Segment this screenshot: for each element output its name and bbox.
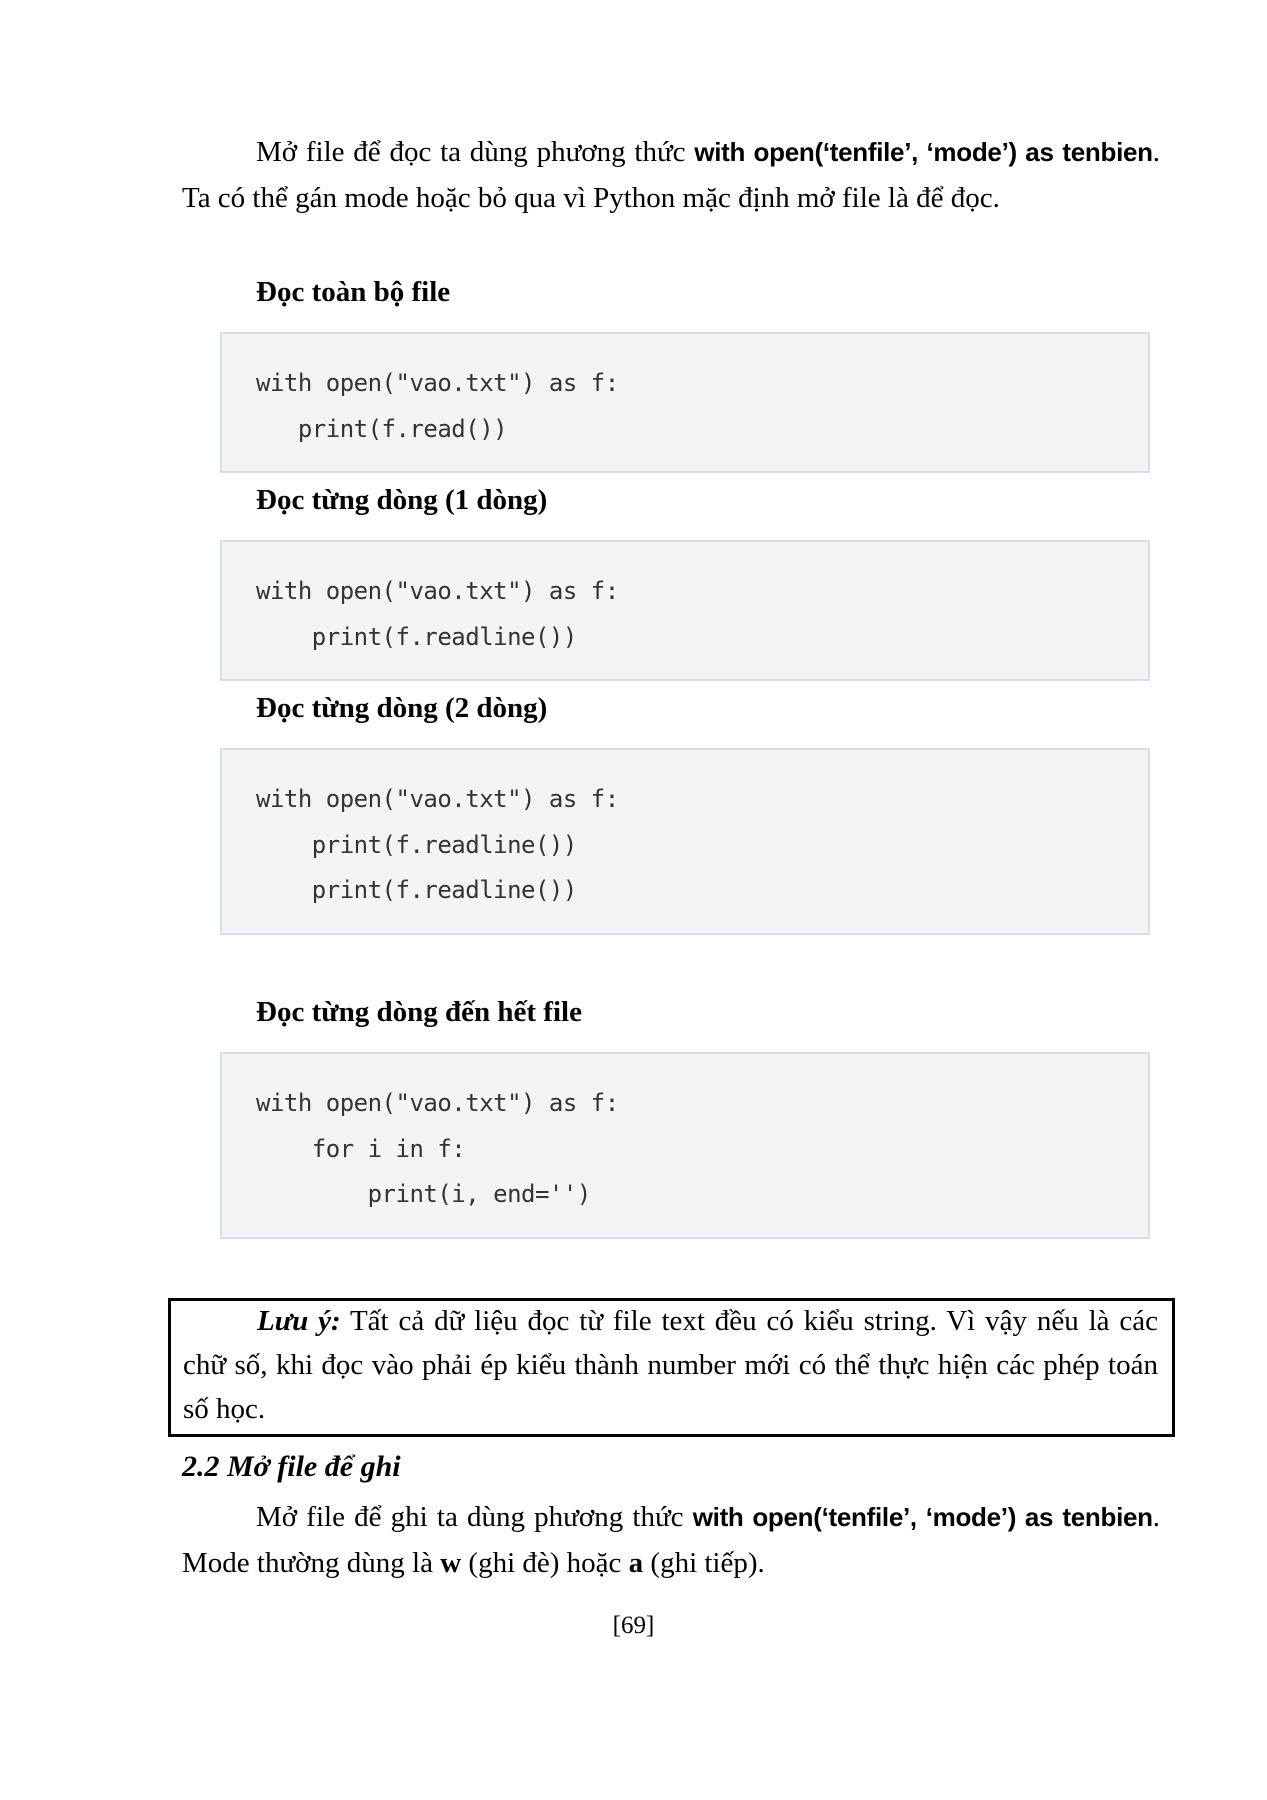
heading-read-until-end: Đọc từng dòng đến hết file xyxy=(256,996,582,1028)
mode-a: a xyxy=(628,1547,644,1579)
code-line: print(f.read()) xyxy=(256,415,508,443)
s22-text-mid2: (ghi đè) hoặc xyxy=(461,1547,629,1579)
code-block-read-until-end xyxy=(220,1052,1150,1239)
s22-text-mid1: . Mode thường dùng là xyxy=(182,1501,1161,1579)
note-text xyxy=(183,1299,1158,1431)
code-block-read-one-line xyxy=(220,540,1150,681)
code-line: print(f.readline()) xyxy=(256,876,577,904)
note-label: Lưu ý: xyxy=(257,1305,341,1337)
code-line: with open("vao.txt") as f: xyxy=(256,785,619,813)
code-line: print(f.readline()) xyxy=(256,831,577,859)
heading-read-two-lines: Đọc từng dòng (2 dòng) xyxy=(256,692,548,724)
intro-text-before: Mở file để đọc ta dùng phương thức xyxy=(256,136,695,168)
code-block-read-whole-file xyxy=(220,332,1150,473)
intro-paragraph xyxy=(182,129,1160,221)
s22-code-phrase-2: tenbien xyxy=(1062,1502,1153,1532)
intro-text-after: . Ta có thể gán mode hoặc bỏ qua vì Python mặc định mở file là để đọc. xyxy=(182,136,1161,214)
code-line: with open("vao.txt") as f: xyxy=(256,1089,619,1117)
section-title-2-2: 2.2 Mở file để ghi xyxy=(182,1450,401,1483)
code-line: with open("vao.txt") as f: xyxy=(256,369,619,397)
intro-code-phrase-1: with open(‘tenfile’, ‘mode’) as xyxy=(694,137,1054,167)
page-number: [69] xyxy=(612,1612,655,1639)
s22-text-end: (ghi tiếp). xyxy=(643,1547,765,1579)
s22-code-phrase-1: with open(‘tenfile’, ‘mode’) as xyxy=(692,1502,1054,1532)
note-box xyxy=(168,1298,1175,1437)
code-line: with open("vao.txt") as f: xyxy=(256,577,619,605)
code-block-read-two-lines xyxy=(220,748,1150,935)
heading-read-one-line: Đọc từng dòng (1 dòng) xyxy=(256,484,548,516)
section-2-2-paragraph xyxy=(182,1494,1160,1586)
heading-read-whole-file: Đọc toàn bộ file xyxy=(256,276,451,308)
note-body: Tất cả dữ liệu đọc từ file text đều có kiểu string. Vì vậy nếu là các chữ số, khi đọc vào phải ép kiểu thành number mới có thể thực hiện các phép toán số học. xyxy=(183,1305,1158,1425)
s22-text-before: Mở file để ghi ta dùng phương thức xyxy=(256,1501,693,1533)
code-line: print(f.readline()) xyxy=(256,623,577,651)
code-line: print(i, end='') xyxy=(256,1180,591,1208)
code-line: for i in f: xyxy=(256,1135,466,1163)
intro-code-phrase-2: tenbien xyxy=(1062,137,1153,167)
mode-w: w xyxy=(440,1547,462,1579)
